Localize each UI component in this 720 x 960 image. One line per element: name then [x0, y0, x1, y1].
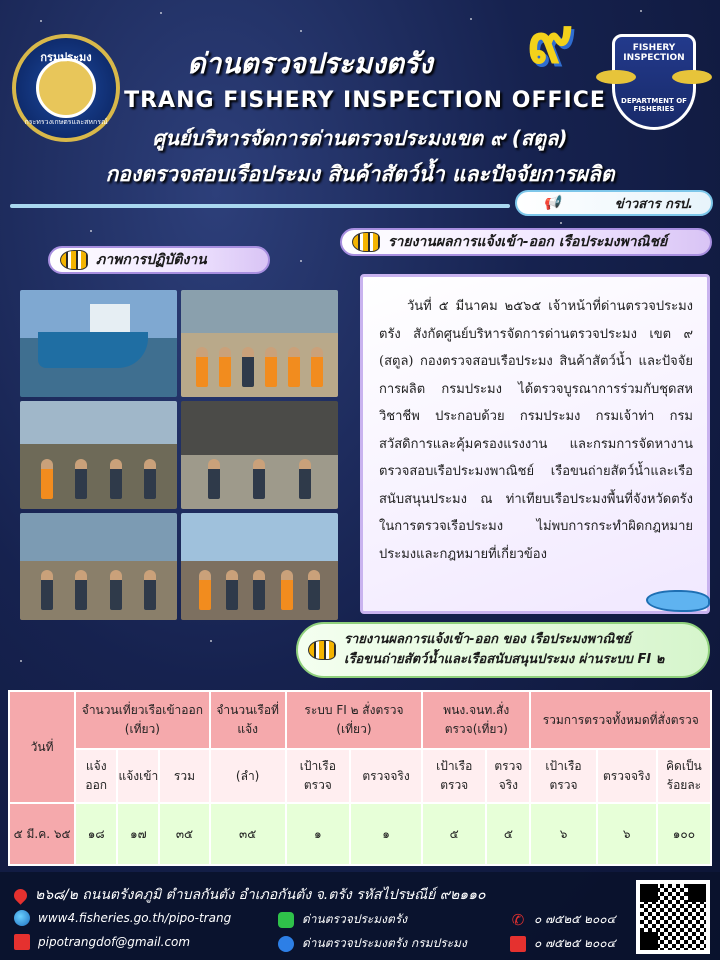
cell-date: ๕ มี.ค. ๖๕ — [9, 803, 75, 865]
inspection-stats-table — [8, 690, 712, 866]
operations-photo-grid — [20, 290, 338, 620]
photo-crew-lineup — [181, 290, 338, 397]
phone-contact[interactable] — [510, 910, 616, 929]
sub-out: แจ้งออก — [75, 749, 117, 803]
line-text[interactable]: ด่านตรวจประมงตรัง — [302, 912, 408, 926]
cell-fi2-target: ๑ — [286, 803, 350, 865]
news-tag — [515, 190, 713, 216]
fax-text[interactable]: ๐ ๗๕๒๕ ๒๐๐๔ — [534, 936, 616, 950]
phone-icon: ✆ — [511, 910, 525, 929]
sub-tot-actual: ตรวจจริง — [597, 749, 657, 803]
col-pnjt: พนง.จนท.สั่งตรวจ(เที่ยว) — [422, 691, 530, 749]
cell-pn-actual: ๕ — [486, 803, 530, 865]
region-nine-badge: ๙ — [526, 3, 574, 78]
news-tag-label: ข่าวสาร กรป. — [614, 196, 693, 212]
sub-in: แจ้งเข้า — [117, 749, 159, 803]
fi2-section-label — [296, 622, 710, 678]
page-title-thai: ด่านตรวจประมงตรัง — [187, 47, 433, 80]
report-paragraph: วันที่ ๕ มีนาคม ๒๕๖๕ เจ้าหน้าที่ด่านตรวจประมงตรัง สังกัดศูนย์บริหารจัดการด่านตรวจประมง เขต ๙ (สตูล) กองตรวจสอบเรือประมง สินค้าสัตว์น้ำ และปัจจัยการผลิต กรมประมง ได้ตรวจบูรณาการร่วมกับชุดสหวิชาชีพ ประกอบด้วย กรมประมง กรมเจ้าท่า กรมสวัสดิการและคุ้มครองแรงงาน และกรมการจัดหางาน ตรวจสอบเรือประมงพาณิชย์ เรือขนถ่ายสัตว์น้ำและเรือสนับสนุนประมง ณ ท่าเทียบเรือประมงพื้นที่จังหวัดตรัง ในการตรวจเรือประมง ไม่พบการกระทำผิดกฎหมายประมงและกฎหมายที่เกี่ยวข้อง — [379, 299, 693, 562]
facebook-text[interactable]: ด่านตรวจประมงตรัง กรมประมง — [302, 936, 467, 950]
cell-out: ๑๘ — [75, 803, 117, 865]
cell-in: ๑๗ — [117, 803, 159, 865]
cell-sum: ๓๕ — [159, 803, 209, 865]
address — [14, 884, 486, 906]
sub-sum: รวม — [159, 749, 209, 803]
facebook-link[interactable] — [278, 934, 467, 953]
line-contact[interactable] — [278, 910, 407, 929]
fi2-label-line2: เรือขนถ่ายสัตว์น้ำและเรือสนับสนุนประมง ผ่านระบบ FI ๒ — [344, 652, 665, 667]
cell-vessels: ๓๕ — [210, 803, 286, 865]
photo-team-group — [181, 513, 338, 620]
report-section-label — [340, 228, 712, 256]
phone-text[interactable]: ๐ ๗๕๒๕ ๒๐๐๔ — [534, 912, 616, 926]
cell-tot-actual: ๖ — [597, 803, 657, 865]
globe-icon — [14, 910, 30, 926]
operations-section-label — [48, 246, 270, 274]
col-vessels: จำนวนเรือที่แจ้ง — [210, 691, 286, 749]
sub-tot-target: เป้าเรือตรวจ — [530, 749, 596, 803]
website-link[interactable] — [14, 910, 231, 926]
photo-fishing-boat — [20, 290, 177, 397]
fishery-inspection-logo — [596, 34, 712, 134]
email-link[interactable] — [14, 934, 190, 950]
cell-tot-target: ๖ — [530, 803, 596, 865]
division-name: กองตรวจสอบเรือประมง สินค้าสัตว์น้ำ และปัจจัยการผลิต — [105, 162, 615, 186]
fish-icon — [352, 232, 380, 252]
line-app-icon — [278, 912, 294, 928]
facebook-icon — [278, 936, 294, 952]
sub-fi2-actual: ตรวจจริง — [350, 749, 422, 803]
logo-left-top-text: กรมประมง — [40, 51, 92, 64]
megaphone-icon: 📢 — [543, 195, 561, 211]
logo-right-top-text: FISHERY INSPECTION — [623, 43, 685, 63]
cell-tot-pct: ๑๐๐ — [657, 803, 711, 865]
photo-inspection-pier — [20, 401, 177, 508]
photo-document-check — [181, 401, 338, 508]
email-text[interactable]: pipotrangdof@gmail.com — [38, 935, 191, 949]
col-date: วันที่ — [9, 691, 75, 803]
page-subtitle: ศูนย์บริหารจัดการด่านตรวจประมงเขต ๙ (สตูล) — [152, 126, 568, 150]
cell-fi2-actual: ๑ — [350, 803, 422, 865]
sub-unit: (ลำ) — [210, 749, 286, 803]
cell-pn-target: ๕ — [422, 803, 486, 865]
sub-pn-actual: ตรวจจริง — [486, 749, 530, 803]
operations-label-text: ภาพการปฏิบัติงาน — [96, 252, 207, 268]
fi2-label-line1: รายงานผลการแจ้งเข้า-ออก ของ เรือประมงพาณิชย์ — [344, 632, 631, 647]
header-divider — [10, 204, 510, 208]
fax-icon — [510, 936, 526, 952]
sub-fi2-target: เป้าเรือตรวจ — [286, 749, 350, 803]
fax-contact[interactable] — [510, 934, 616, 953]
table-row — [9, 803, 711, 865]
fish-icon — [60, 250, 88, 270]
fish-icon — [308, 640, 336, 660]
website-text[interactable]: www4.fisheries.go.th/pipo-trang — [38, 911, 232, 925]
report-label-text: รายงานผลการแจ้งเข้า-ออก เรือประมงพาณิชย์ — [388, 234, 668, 250]
col-total: รวมการตรวจทั้งหมดที่สั่งตรวจ — [530, 691, 711, 749]
report-text-box — [360, 274, 710, 614]
location-pin-icon — [11, 886, 29, 904]
sub-tot-pct: คิดเป็นร้อยละ — [657, 749, 711, 803]
logo-left-bottom-text: กระทรวงเกษตรและสหกรณ์ — [24, 118, 108, 126]
page-title-english: TRANG FISHERY INSPECTION OFFICE — [124, 88, 606, 113]
col-trips: จำนวนเที่ยวเรือเข้าออก (เที่ยว) — [75, 691, 209, 749]
photo-officers-on-deck — [20, 513, 177, 620]
address-text: ๒๖๘/๒ ถนนตรังคภูมิ ตำบลกันตัง อำเภอกันตัง จ.ตรัง รหัสไปรษณีย์ ๙๒๑๑๐ — [35, 887, 486, 903]
col-fi2: ระบบ FI ๒ สั่งตรวจ (เที่ยว) — [286, 691, 422, 749]
sub-pn-target: เป้าเรือตรวจ — [422, 749, 486, 803]
logo-right-bottom-text: DEPARTMENT OF FISHERIES — [621, 97, 687, 113]
email-icon — [14, 934, 30, 950]
qr-code[interactable] — [636, 880, 710, 954]
